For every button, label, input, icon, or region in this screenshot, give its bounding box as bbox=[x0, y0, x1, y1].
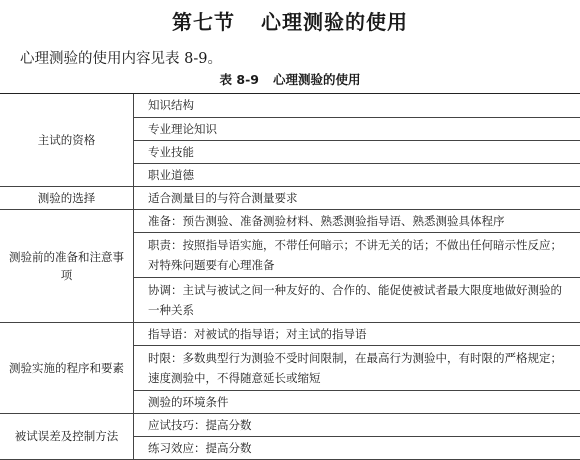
table-container bbox=[0, 93, 580, 460]
item-cell: 时限：多数典型行为测验不受时间限制，在最高行为测验中，有时限的严格规定；速度测验中，不得随意延长或缩短 bbox=[134, 345, 580, 390]
section-title: 心理测验的使用 bbox=[261, 6, 408, 35]
category-cell: 测验实施的程序和要素 bbox=[0, 322, 134, 413]
item-cell: 职责：按照指导语实施，不带任何暗示；不讲无关的话；不做出任何暗示性反应；对特殊问题要有心理准备 bbox=[134, 232, 580, 277]
item-cell: 职业道德 bbox=[134, 163, 580, 186]
psych-test-usage-table bbox=[0, 94, 580, 460]
table-row bbox=[0, 413, 580, 436]
item-cell: 知识结构 bbox=[134, 94, 580, 117]
table-caption-number: 表 8-9 bbox=[220, 72, 259, 87]
category-cell: 测验前的准备和注意事项 bbox=[0, 209, 134, 322]
intro-paragraph: 心理测验的使用内容见表 8-9。 bbox=[20, 47, 222, 68]
item-cell: 协调：主试与被试之间一种友好的、合作的、能促使被试者最大限度地做好测验的一种关系 bbox=[134, 277, 580, 322]
item-cell: 专业技能 bbox=[134, 140, 580, 163]
item-cell: 准备：预告测验、准备测验材料、熟悉测验指导语、熟悉测验具体程序 bbox=[134, 209, 580, 232]
item-cell: 指导语：对被试的指导语；对主试的指导语 bbox=[134, 322, 580, 345]
category-cell: 主试的资格 bbox=[0, 94, 134, 186]
table-caption-title: 心理测验的使用 bbox=[273, 72, 361, 87]
table-row bbox=[0, 94, 580, 117]
category-cell: 被试误差及控制方法 bbox=[0, 413, 134, 459]
item-cell: 测验的环境条件 bbox=[134, 390, 580, 413]
table-row bbox=[0, 209, 580, 232]
category-cell: 测验的选择 bbox=[0, 186, 134, 209]
item-cell: 专业理论知识 bbox=[134, 117, 580, 140]
table-caption bbox=[0, 70, 580, 88]
item-cell: 应试技巧：提高分数 bbox=[134, 413, 580, 436]
item-cell: 适合测量目的与符合测量要求 bbox=[134, 186, 580, 209]
table-row bbox=[0, 186, 580, 209]
section-number: 第七节 bbox=[172, 6, 235, 35]
item-cell: 练习效应：提高分数 bbox=[134, 436, 580, 459]
section-heading bbox=[0, 6, 580, 35]
table-row bbox=[0, 322, 580, 345]
